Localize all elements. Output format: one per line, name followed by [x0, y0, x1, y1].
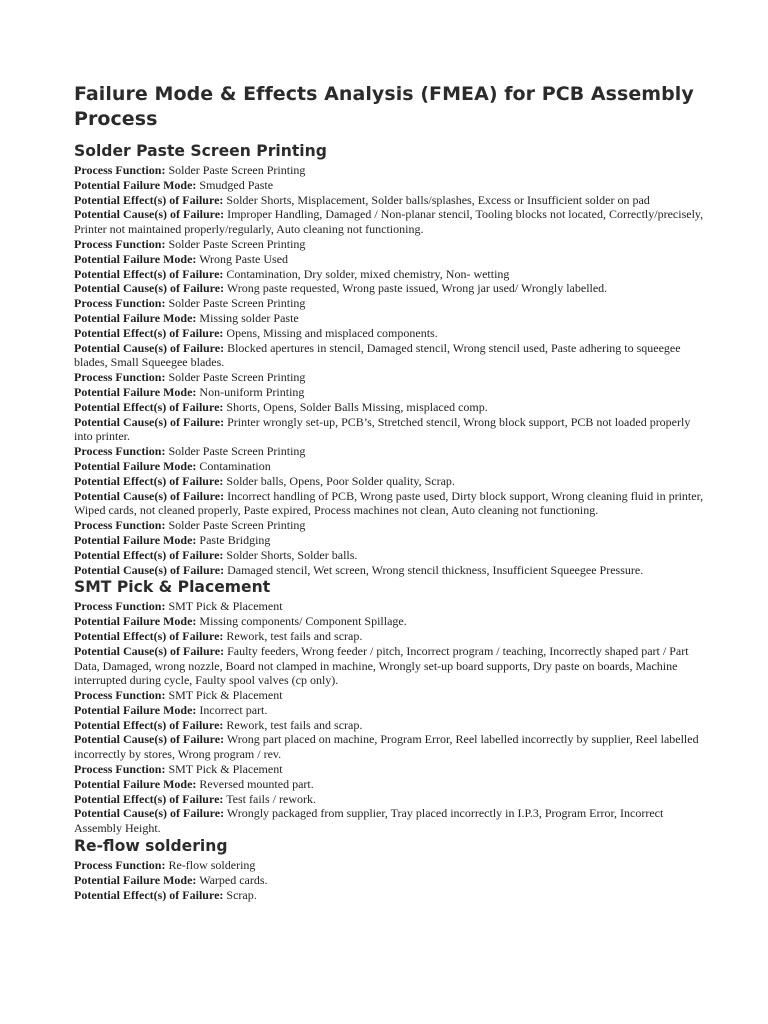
- process-function-line: [74, 518, 706, 533]
- failure-effect-label: Potential Effect(s) of Failure:: [74, 399, 224, 414]
- failure-mode-label: Potential Failure Mode:: [74, 776, 197, 791]
- failure-cause-label: Potential Cause(s) of Failure:: [74, 414, 225, 429]
- failure-effect-text: Test fails / rework.: [223, 791, 316, 806]
- process-function-line: [74, 163, 706, 178]
- failure-mode-line: [74, 385, 706, 400]
- failure-effect-text: Scrap.: [223, 887, 257, 902]
- failure-mode-line: [74, 533, 706, 548]
- failure-cause-text: Printer wrongly set-up, PCB’s, Stretched stencil, Wrong block support, PCB not loaded properly into printer.: [74, 414, 691, 444]
- failure-effect-line: [74, 267, 706, 282]
- failure-mode-line: [74, 873, 706, 888]
- process-function-text: Solder Paste Screen Printing: [165, 296, 306, 311]
- failure-effect-line: [74, 792, 706, 807]
- failure-effect-line: [74, 193, 706, 208]
- failure-cause-label: Potential Cause(s) of Failure:: [74, 562, 225, 577]
- failure-cause-text: Faulty feeders, Wrong feeder / pitch, Incorrect program / teaching, Incorrectly shaped part / Part Data, Damaged, wrong nozzle, Board not clamped in machine, Wrongly set-up board supports, Dry paste on boards, Machine interrupted during cycle, Faulty spool valves (cp only).: [74, 643, 689, 688]
- failure-mode-label: Potential Failure Mode:: [74, 458, 197, 473]
- failure-mode-label: Potential Failure Mode:: [74, 872, 197, 887]
- failure-effect-line: [74, 629, 706, 644]
- process-function-label: Process Function:: [74, 370, 166, 385]
- process-function-line: [74, 688, 706, 703]
- failure-cause-label: Potential Cause(s) of Failure:: [74, 806, 225, 821]
- section-heading: Solder Paste Screen Printing: [74, 142, 327, 160]
- failure-effect-label: Potential Effect(s) of Failure:: [74, 547, 224, 562]
- failure-mode-text: Warped cards.: [196, 872, 268, 887]
- failure-mode-text: Non-uniform Printing: [196, 384, 305, 399]
- failure-mode-text: Incorrect part.: [196, 702, 268, 717]
- failure-effect-text: Solder Shorts, Misplacement, Solder balls/splashes, Excess or Insufficient solder on pad: [223, 192, 650, 207]
- failure-cause-label: Potential Cause(s) of Failure:: [74, 340, 225, 355]
- failure-cause-text: Blocked apertures in stencil, Damaged stencil, Wrong stencil used, Paste adhering to squeegee blades, Small Squeegee blades.: [74, 340, 681, 370]
- failure-cause-label: Potential Cause(s) of Failure:: [74, 207, 225, 222]
- failure-cause-line: [74, 644, 706, 688]
- process-function-label: Process Function:: [74, 858, 166, 873]
- process-function-text: Solder Paste Screen Printing: [165, 163, 306, 177]
- failure-effect-text: Rework, test fails and scrap.: [223, 717, 363, 732]
- process-function-line: [74, 858, 706, 873]
- failure-effect-text: Shorts, Opens, Solder Balls Missing, misplaced comp.: [223, 399, 488, 414]
- failure-cause-text: Wrongly packaged from supplier, Tray placed incorrectly in I.P.3, Program Error, Incorrect Assembly Height.: [74, 806, 664, 836]
- failure-effect-line: [74, 548, 706, 563]
- failure-mode-label: Potential Failure Mode:: [74, 384, 197, 399]
- failure-effect-text: Solder Shorts, Solder balls.: [223, 547, 358, 562]
- process-function-text: SMT Pick & Placement: [165, 688, 283, 703]
- process-function-text: Solder Paste Screen Printing: [165, 444, 306, 459]
- failure-effect-label: Potential Effect(s) of Failure:: [74, 791, 224, 806]
- process-function-line: [74, 762, 706, 777]
- process-function-label: Process Function:: [74, 236, 166, 251]
- failure-mode-line: [74, 252, 706, 267]
- failure-cause-line: [74, 563, 706, 578]
- failure-effect-line: [74, 400, 706, 415]
- process-function-text: Solder Paste Screen Printing: [165, 370, 306, 385]
- failure-mode-line: [74, 178, 706, 193]
- failure-mode-text: Smudged Paste: [196, 177, 274, 192]
- failure-effect-label: Potential Effect(s) of Failure:: [74, 325, 224, 340]
- failure-cause-text: Damaged stencil, Wet screen, Wrong stencil thickness, Insufficient Squeegee Pressure.: [224, 562, 644, 577]
- process-function-line: [74, 599, 706, 614]
- process-function-line: [74, 444, 706, 459]
- failure-effect-label: Potential Effect(s) of Failure:: [74, 473, 224, 488]
- process-function-text: Solder Paste Screen Printing: [165, 236, 306, 251]
- process-function-text: Solder Paste Screen Printing: [165, 518, 306, 533]
- failure-cause-line: [74, 341, 706, 371]
- process-function-text: Re-flow soldering: [165, 858, 256, 873]
- document-title: Failure Mode & Effects Analysis (FMEA) for PCB Assembly Process: [74, 83, 694, 130]
- failure-cause-label: Potential Cause(s) of Failure:: [74, 281, 225, 296]
- failure-effect-label: Potential Effect(s) of Failure:: [74, 887, 224, 902]
- failure-effect-text: Opens, Missing and misplaced components.: [223, 325, 438, 340]
- failure-mode-text: Wrong Paste Used: [196, 251, 289, 266]
- process-function-label: Process Function:: [74, 296, 166, 311]
- process-function-text: SMT Pick & Placement: [165, 599, 283, 614]
- failure-effect-label: Potential Effect(s) of Failure:: [74, 717, 224, 732]
- sections-container: [74, 142, 706, 902]
- failure-effect-label: Potential Effect(s) of Failure:: [74, 628, 224, 643]
- process-function-line: [74, 237, 706, 252]
- failure-cause-text: Wrong part placed on machine, Program Error, Reel labelled incorrectly by supplier, Reel labelled incorrectly by stores, Wrong program / rev.: [74, 732, 699, 762]
- failure-effect-text: Rework, test fails and scrap.: [223, 628, 363, 643]
- process-function-label: Process Function:: [74, 688, 166, 703]
- failure-mode-text: Contamination: [196, 458, 271, 473]
- failure-cause-line: [74, 732, 706, 762]
- failure-cause-line: [74, 207, 706, 237]
- failure-mode-text: Missing solder Paste: [196, 310, 299, 325]
- failure-effect-line: [74, 718, 706, 733]
- failure-cause-line: [74, 415, 706, 445]
- process-function-label: Process Function:: [74, 762, 166, 777]
- section-heading: SMT Pick & Placement: [74, 578, 271, 597]
- failure-mode-label: Potential Failure Mode:: [74, 702, 197, 717]
- process-function-line: [74, 370, 706, 385]
- failure-cause-line: [74, 489, 706, 519]
- failure-effect-label: Potential Effect(s) of Failure:: [74, 266, 224, 281]
- failure-cause-label: Potential Cause(s) of Failure:: [74, 488, 225, 503]
- process-function-line: [74, 296, 706, 311]
- failure-mode-text: Missing components/ Component Spillage.: [196, 614, 407, 629]
- failure-mode-label: Potential Failure Mode:: [74, 614, 197, 629]
- failure-cause-line: [74, 281, 706, 296]
- failure-mode-line: [74, 703, 706, 718]
- failure-effect-line: [74, 326, 706, 341]
- failure-mode-line: [74, 614, 706, 629]
- process-function-label: Process Function:: [74, 163, 166, 177]
- failure-cause-line: [74, 806, 706, 836]
- failure-cause-text: Incorrect handling of PCB, Wrong paste used, Dirty block support, Wrong cleaning fluid in printer, Wiped cards, not cleaned properly, Paste expired, Process machines not clean, Auto cleaning not functioning.: [74, 488, 704, 518]
- process-function-label: Process Function:: [74, 444, 166, 459]
- section: [74, 142, 706, 577]
- failure-effect-line: [74, 474, 706, 489]
- process-function-label: Process Function:: [74, 599, 166, 614]
- failure-mode-line: [74, 311, 706, 326]
- failure-mode-line: [74, 459, 706, 474]
- failure-effect-label: Potential Effect(s) of Failure:: [74, 192, 224, 207]
- section: [74, 837, 706, 902]
- failure-cause-text: Improper Handling, Damaged / Non-planar stencil, Tooling blocks not located, Correctly/precisely, Printer not maintained properly/regularly, Auto cleaning not functioning.: [74, 207, 704, 237]
- failure-cause-label: Potential Cause(s) of Failure:: [74, 732, 225, 747]
- failure-cause-label: Potential Cause(s) of Failure:: [74, 643, 225, 658]
- failure-cause-text: Wrong paste requested, Wrong paste issued, Wrong jar used/ Wrongly labelled.: [224, 281, 608, 296]
- failure-mode-label: Potential Failure Mode:: [74, 532, 197, 547]
- section: [74, 578, 706, 836]
- failure-effect-text: Contamination, Dry solder, mixed chemistry, Non- wetting: [223, 266, 510, 281]
- failure-effect-line: [74, 888, 706, 903]
- failure-mode-label: Potential Failure Mode:: [74, 310, 197, 325]
- section-heading: Re-flow soldering: [74, 837, 228, 856]
- process-function-label: Process Function:: [74, 518, 166, 533]
- failure-effect-text: Solder balls, Opens, Poor Solder quality, Scrap.: [223, 473, 455, 488]
- failure-mode-text: Reversed mounted part.: [196, 776, 314, 791]
- failure-mode-text: Paste Bridging: [196, 532, 271, 547]
- failure-mode-label: Potential Failure Mode:: [74, 251, 197, 266]
- failure-mode-label: Potential Failure Mode:: [74, 177, 197, 192]
- process-function-text: SMT Pick & Placement: [165, 762, 283, 777]
- failure-mode-line: [74, 777, 706, 792]
